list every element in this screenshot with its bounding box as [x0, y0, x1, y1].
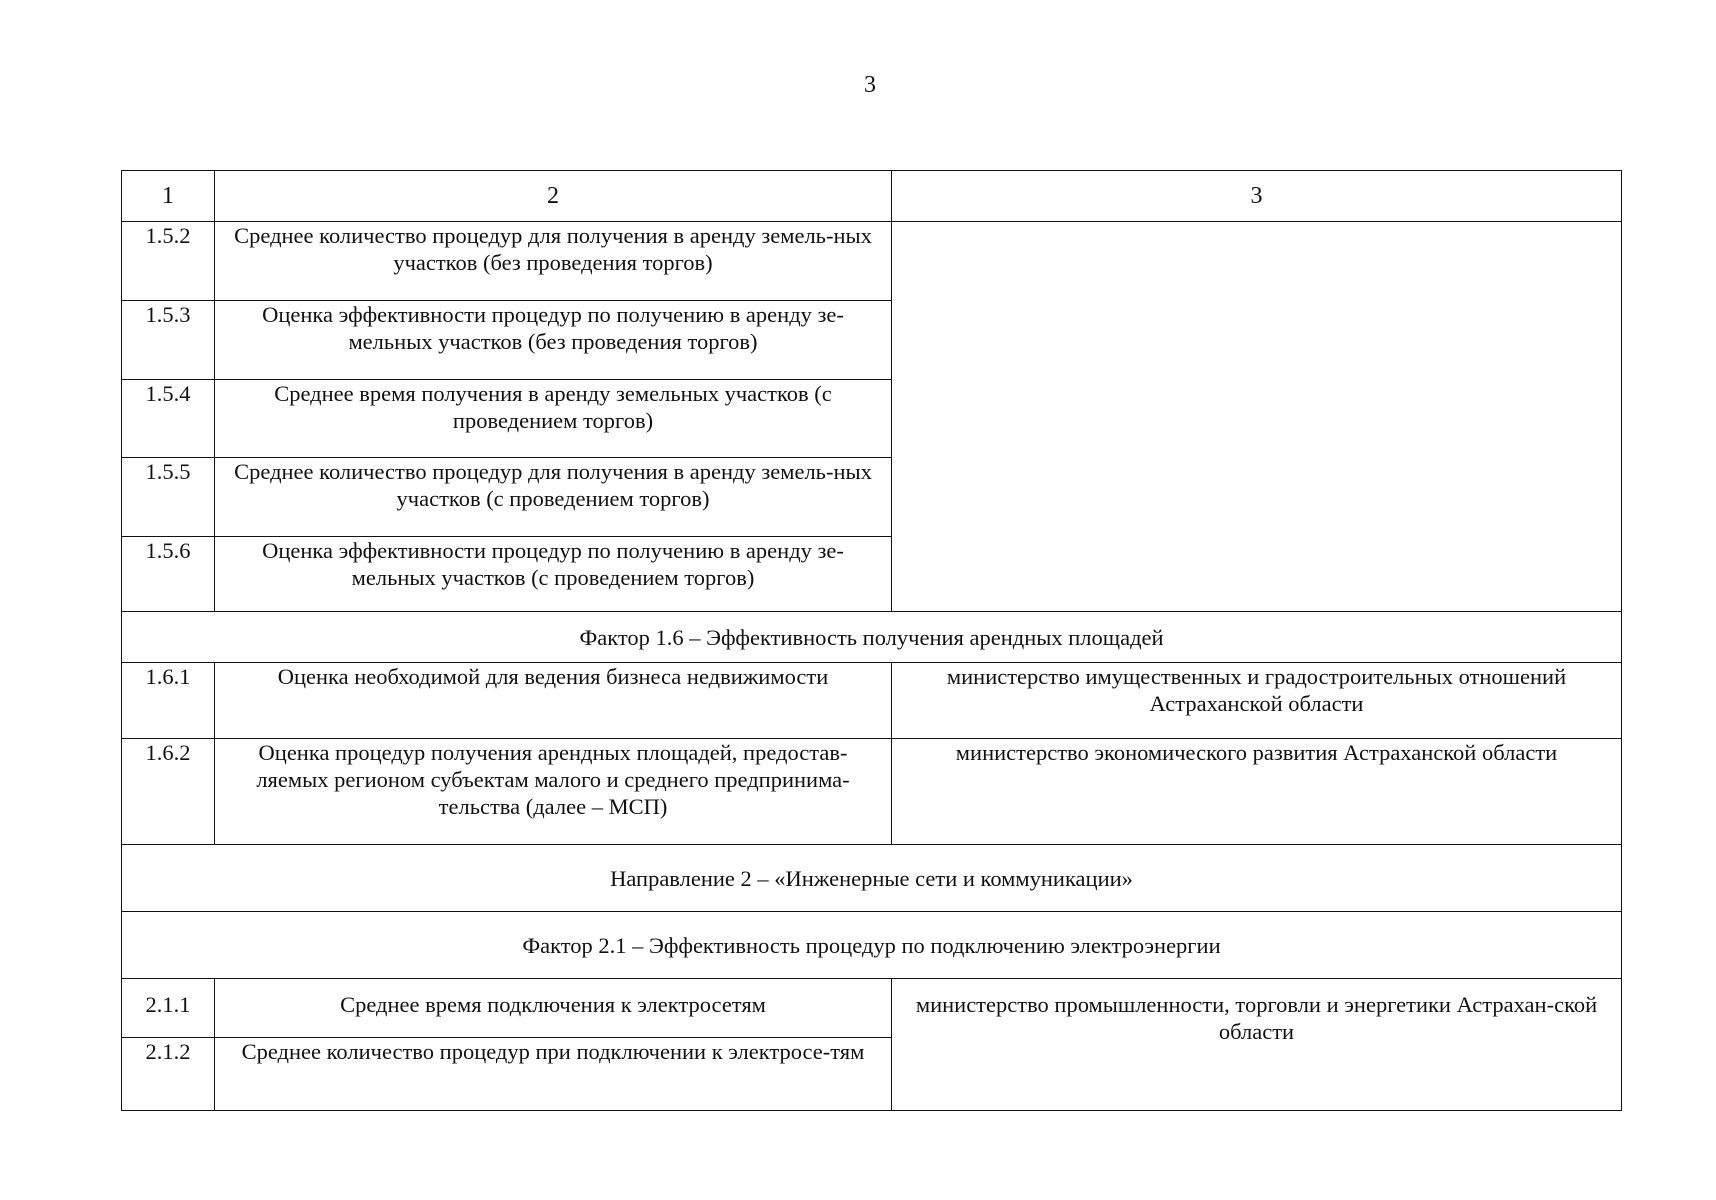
direction-row: [122, 845, 1622, 912]
row-responsible-empty: [892, 222, 1622, 612]
table-row: [122, 979, 1622, 1038]
row-indicator: Среднее время подключения к электросетям: [215, 979, 892, 1038]
row-number: 1.5.3: [122, 301, 215, 380]
table-header-row: [122, 171, 1622, 222]
factor-row: [122, 912, 1622, 979]
row-indicator: Среднее время получения в аренду земельных участков (с проведением торгов): [215, 380, 892, 458]
row-number: 1.6.1: [122, 663, 215, 739]
header-col-2: 2: [215, 171, 892, 222]
factor-2-1-title: Фактор 2.1 – Эффективность процедур по подключению электроэнергии: [122, 912, 1622, 979]
row-responsible: министерство имущественных и градостроительных отношений Астраханской области: [892, 663, 1622, 739]
row-indicator: Оценка эффективности процедур по получению в аренду зе-мельных участков (без проведения торгов): [215, 301, 892, 380]
table-row: [122, 663, 1622, 739]
row-number: 2.1.1: [122, 979, 215, 1038]
row-responsible: министерство промышленности, торговли и энергетики Астрахан-ской области: [892, 979, 1622, 1111]
factor-1-6-title: Фактор 1.6 – Эффективность получения арендных площадей: [122, 612, 1622, 663]
header-col-3: 3: [892, 171, 1622, 222]
row-number: 1.5.2: [122, 222, 215, 301]
row-number: 1.5.4: [122, 380, 215, 458]
indicators-table: [121, 170, 1622, 1111]
header-col-1: 1: [122, 171, 215, 222]
row-indicator: Среднее количество процедур для получения в аренду земель-ных участков (с проведением торгов): [215, 458, 892, 537]
page-number: 3: [864, 72, 876, 98]
row-number: 1.5.5: [122, 458, 215, 537]
factor-row: [122, 612, 1622, 663]
table-row: [122, 222, 1622, 301]
row-number: 1.5.6: [122, 537, 215, 612]
table-row: [122, 739, 1622, 845]
row-indicator: Среднее количество процедур при подключении к электросе-тям: [215, 1038, 892, 1111]
row-indicator: Оценка процедур получения арендных площадей, предостав-ляемых регионом субъектам малого и среднего предпринима-тельства (далее – МСП): [215, 739, 892, 845]
row-responsible: министерство экономического развития Астраханской области: [892, 739, 1622, 845]
row-indicator: Оценка необходимой для ведения бизнеса недвижимости: [215, 663, 892, 739]
row-number: 2.1.2: [122, 1038, 215, 1111]
row-indicator: Среднее количество процедур для получения в аренду земель-ных участков (без проведения торгов): [215, 222, 892, 301]
row-indicator: Оценка эффективности процедур по получению в аренду зе-мельных участков (с проведением торгов): [215, 537, 892, 612]
row-number: 1.6.2: [122, 739, 215, 845]
direction-2-title: Направление 2 – «Инженерные сети и коммуникации»: [122, 845, 1622, 912]
